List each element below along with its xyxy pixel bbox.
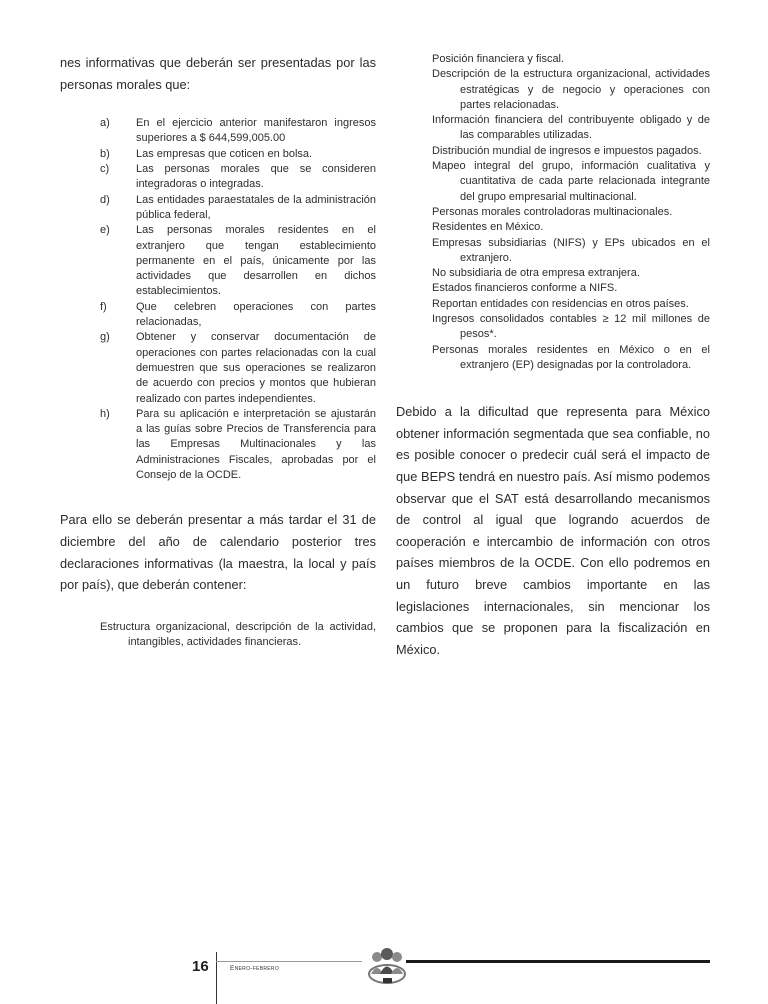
list-item: Posición financiera y fiscal. [432,53,565,65]
footer-rule [406,960,710,963]
right-column [396,52,710,660]
list-item-text: Que celebren operaciones con partes relacionadas, [136,300,376,329]
magazine-logo-icon [362,944,412,988]
declarations-paragraph: Para ello se deberán presentar a más tardar el 31 de diciembre del año de calendario posterior tres declaraciones informativas (la maestra, la local y país por país), que deberán contener: [60,512,376,593]
list-marker: e) [100,224,110,237]
list-item: Personas morales controladoras multinacionales. [432,205,673,218]
list-item: Personas morales residentes en México o en el extranjero (EP) designadas por la controladora. [432,343,710,371]
list-item: Descripción de la estructura organizacional, actividades estratégicas y de negocio y operaciones con partes relacionadas. [432,68,710,111]
page-footer [0,944,768,1004]
list-marker: c) [100,163,110,176]
list-item: Información financiera del contribuyente obligado y de las comparables utilizadas. [432,114,710,142]
list-item-text: Las empresas que coticen en bolsa. [136,147,313,160]
list-item [60,223,376,299]
contents-item-text: Estructura organizacional, descripción de la actividad, intangibles, actividades financieras. [100,620,376,648]
requirements-list [60,116,376,483]
list-item [60,300,376,331]
conclusion-paragraph: Debido a la dificultad que representa para México obtener información segmentada que sea confiable, no es posible conocer o predecir cuál será el impacto de que BEPS tendrá en nuestro país. Así mismo podemos observar que el SAT está desarrollando mecanismos de control al igual que logrando acuerdos de cooperación e intercambio de información con otros países miembros de la OCDE. Con ello podremos en un futuro breve cambios importante en las legislaciones internacionales, sin mencionar los cambios que se proponen para la fiscalización en México. [396,404,710,657]
left-column [60,52,376,650]
list-item-text: Obtener y conservar documentación de operaciones con partes relacionadas con la cual demuestren que sus operaciones se realizaron de acuerdo con precios y montos que hubieran realizado con partes independientes. [136,331,376,405]
list-item-text: Las personas morales residentes en el extranjero que tengan establecimiento permanente en el país, únicamente por las actividades que desarrollen en dichos establecimientos. [136,224,376,298]
list-item: Empresas subsidiarias (NIFS) y EPs ubicados en el extranjero. [432,236,710,264]
list-marker: f) [100,300,107,313]
list-item: Mapeo integral del grupo, información cualitativa y cuantitativa de cada parte relacionada integrante del grupo empresarial multinacional. [432,160,710,203]
list-item-text: Para su aplicación e interpretación se ajustarán a las guías sobre Precios de Transferencia para las Empresas Multinacionales y las Administraciones Fiscales, aprobadas por el Consejo de la OCDE. [136,407,376,482]
list-item [60,162,376,193]
list-item [60,116,376,147]
list-item [60,193,376,224]
list-item: Reportan entidades con residencias en otros países. [432,297,689,310]
intro-text: nes informativas que deberán ser presentadas por las personas morales que: [60,55,376,92]
page-number: 16 [192,958,209,975]
list-marker: g) [100,331,110,344]
list-item [60,407,376,483]
list-item [60,147,376,162]
list-marker: b) [100,147,110,160]
footer-divider [216,952,217,1004]
list-item: Ingresos consolidados contables ≥ 12 mil millones de pesos*. [432,313,710,341]
list-item: Residentes en México. [432,221,544,234]
issue-label: Enero-febrero [230,965,280,972]
list-item-text: En el ejercicio anterior manifestaron ingresos superiores a $ 644,599,005.00 [136,117,376,145]
contents-item [100,620,376,651]
list-item-text: Las entidades paraestatales de la administración pública federal, [136,193,376,221]
list-item-text: Las personas morales que se consideren integradoras o integradas. [136,163,376,191]
list-marker: h) [100,407,110,420]
contents-list [432,52,710,373]
list-item: Estados financieros conforme a NIFS. [432,282,618,295]
list-item: No subsidiaria de otra empresa extranjera. [432,267,640,280]
list-item: Distribución mundial de ingresos e impuestos pagados. [432,144,702,157]
footer-thin-rule [216,961,362,962]
list-item [60,330,376,406]
list-marker: d) [100,193,110,206]
list-marker: a) [100,117,110,130]
